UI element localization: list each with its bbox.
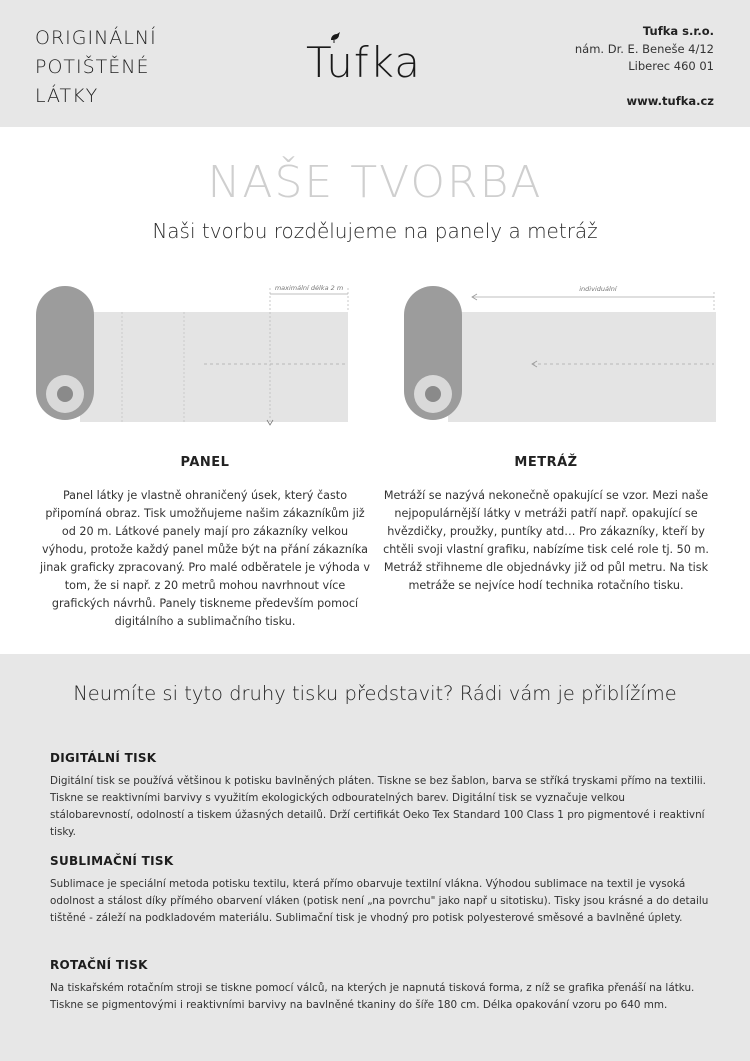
metraz-dimension-label: individuální: [579, 285, 617, 293]
section-heading: SUBLIMAČNÍ TISK: [50, 854, 174, 868]
page-title: NAŠE TVORBA: [207, 157, 543, 208]
contact-block: [575, 23, 714, 110]
panel-description: Panel látky je vlastně ohraničený úsek, který často připomíná obraz. Tisk umožňujeme našim zákazníkům již od 20 m. Látkové panely mají pro zákazníky velkou výhodu, protože každý panel může být na přání zákazníka jinak graficky zpracovaný. Pro malé odběratele je výhoda v tom, že si např. z 20 metrů mohou navrhnout více grafických návrhů. Panely tiskneme především pomocí digitálního a sublimačního tisku.: [40, 489, 371, 628]
website-link[interactable]: www.tufka.cz: [626, 94, 714, 108]
logo[interactable]: [306, 38, 446, 98]
roll-core: [57, 386, 73, 402]
panel-diagram: [34, 280, 354, 430]
metraz-diagram: [402, 280, 722, 430]
tagline-line: LÁTKY: [35, 85, 99, 107]
tagline: [35, 24, 157, 111]
panel-title: PANEL: [180, 455, 230, 470]
address-line: nám. Dr. E. Beneše 4/12: [574, 42, 714, 56]
section-heading: ROTAČNÍ TISK: [50, 958, 148, 972]
logo-text: Tufka: [306, 38, 422, 87]
header-band: [0, 0, 750, 127]
section-heading: DIGITÁLNÍ TISK: [50, 751, 157, 765]
metraz-title: METRÁŽ: [514, 455, 578, 470]
section-sublimation: [50, 854, 710, 927]
printing-title: Neumíte si tyto druhy tisku představit? Rádi vám je přiblížíme: [73, 682, 677, 705]
section-text: Na tiskařském rotačním stroji se tiskne pomocí válců, na kterých je napnutá tisková forma, z níž se grafika přenáší na látku. Tiskne se pigmentovými i reaktivními barvivy na bavlněné tkaniny do šíře 180 cm. Délka opakování vzoru po 640 mm.: [50, 982, 695, 1011]
tagline-line: POTIŠTĚNÉ: [35, 56, 150, 78]
metraz-description: Metráží se nazývá nekonečně opakující se vzor. Mezi naše nejpopulárnější látky v metráži patří např. opakující se hvězdičky, proužky, puntíky atd… Pro zákazníky, kteří by chtěli svoji vlastní grafiku, nabízíme tisk celé role tj. 50 m. Metráž střihneme dle objednávky již od půl metru. Na tisk metráže se nejvíce hodí technika rotačního tisku.: [383, 489, 709, 592]
company-name: Tufka s.r.o.: [642, 24, 714, 38]
fabric-sheet: [80, 312, 348, 422]
roll-core: [425, 386, 441, 402]
section-text: Sublimace je speciální metoda potisku textilu, která přímo obarvuje textilní vlákna. Výhodou sublimace na textil je vysoká odolnost a stálost díky přímého obarvení vláken (potisk není „na povrchu" jako např u sitotisku). Tisky jsou krásné a do detailu tištěné - záleží na podkladovém materiálu. Sublimační tisk je vhodný pro potisk polyesterové směsové a bavlněné úplety.: [50, 878, 709, 924]
section-rotary: [50, 958, 710, 1014]
page-subtitle: Naši tvorbu rozdělujeme na panely a metráž: [152, 219, 598, 243]
fabric-sheet: [448, 312, 716, 422]
address-line: Liberec 460 01: [628, 59, 714, 73]
section-digital: [50, 751, 710, 841]
panel-dimension-label: maximální délka 2 m: [274, 284, 344, 292]
section-text: Digitální tisk se používá většinou k potisku bavlněných pláten. Tiskne se bez šablon, barva se stříká tryskami přímo na textilii. Tiskne se reaktivními barvivy s využitím ekologických odbouratelných barev. Digitální tisk se vyznačuje velkou stálobarevností, odolností a tiskem úžasných detailů. Drží certifikát Oeko Tex Standard 100 Class 1 pro pigmentové i reaktivní tisky.: [50, 775, 706, 838]
tagline-line: ORIGINÁLNÍ: [35, 27, 157, 49]
